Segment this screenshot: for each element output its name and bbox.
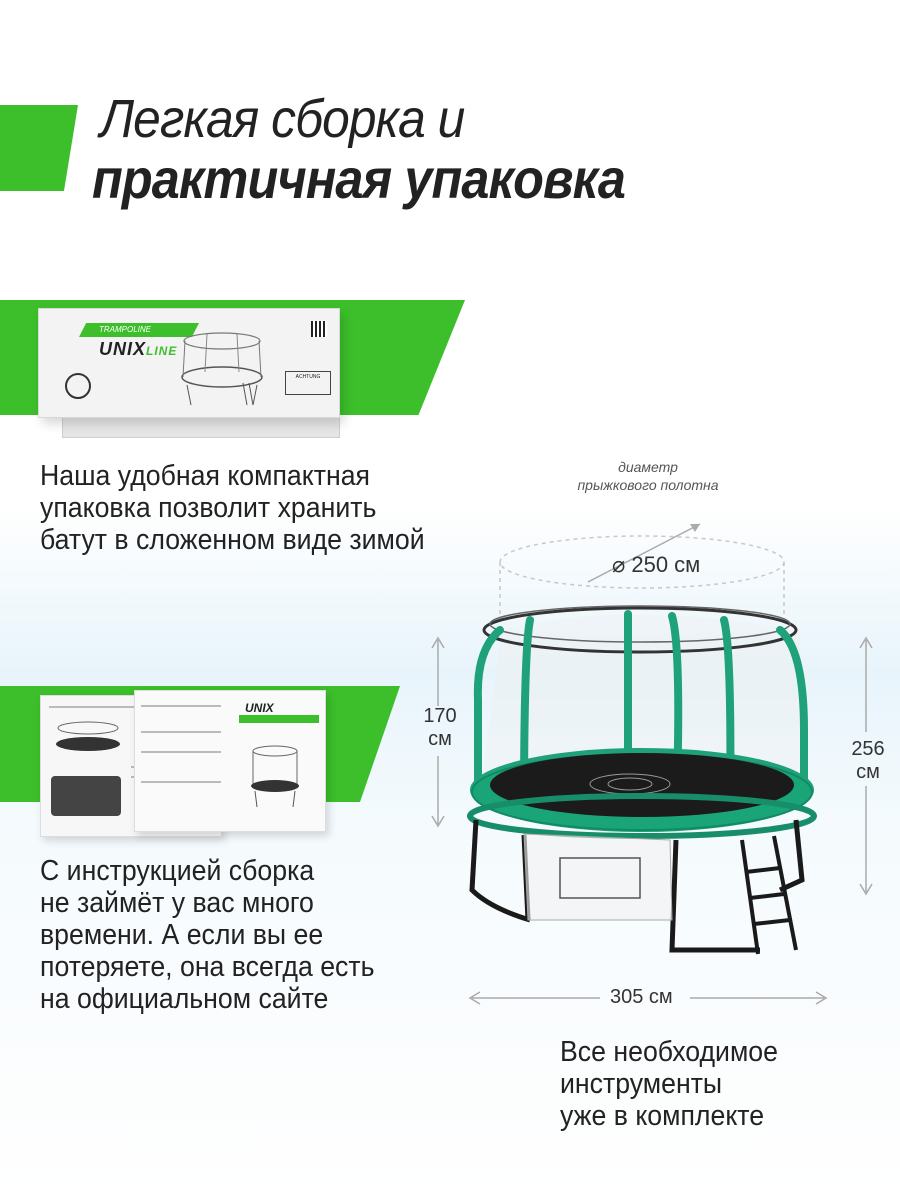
packaging-text-line: Наша удобная компактная (40, 460, 370, 492)
instructions-text-line: не займёт у вас много (40, 887, 314, 919)
instructions-text-line: потеряете, она всегда есть (40, 951, 375, 983)
ladder (742, 836, 796, 954)
manual-photo (51, 776, 121, 816)
diameter-caption-line: диаметр (618, 459, 678, 475)
manual-text-line (141, 705, 221, 707)
product-box-image (38, 308, 344, 428)
page-title-line2: практичная упаковка (92, 147, 625, 210)
instructions-text-line: С инструкцией сборка (40, 855, 315, 887)
box-brand-logo (99, 339, 177, 360)
tools-text (560, 1036, 778, 1132)
page-title-line1: Легкая сборка и (100, 89, 465, 149)
diameter-caption-line: прыжкового полотна (577, 477, 719, 493)
total-height-value: 256 (851, 738, 885, 760)
instructions-text-line: времени. А если вы ее (40, 919, 324, 951)
net-height-label (410, 705, 470, 751)
manual-page-right (134, 690, 326, 832)
box-brand-name: UNIX (99, 339, 147, 359)
title-accent-bar (0, 105, 78, 191)
manual-text-line (141, 731, 221, 733)
total-height-unit: см (856, 761, 880, 783)
tools-text-line: уже в комплекте (560, 1100, 765, 1132)
width-label: 305 см (610, 986, 673, 1008)
manual-text-line (141, 781, 221, 783)
tools-text-line: Все необходимое (560, 1036, 778, 1068)
packaging-text-line: упаковка позволит хранить (40, 492, 377, 524)
net-height-value: 170 (423, 705, 457, 727)
box-brand-suffix: LINE (146, 344, 178, 358)
instructions-text-line: на официальном сайте (40, 983, 329, 1015)
box-stamp-icon (65, 373, 91, 399)
manual-green-band (239, 715, 319, 723)
qr-code-icon (311, 321, 327, 337)
manual-text-line (141, 751, 221, 753)
box-front (38, 308, 340, 418)
diameter-value: ⌀ 250 см (612, 552, 701, 577)
packaging-text-line: батут в сложенном виде зимой (40, 524, 425, 556)
total-height-label (838, 738, 898, 784)
diameter-caption (538, 458, 758, 494)
instructions-text (40, 855, 375, 1015)
box-product-label: TRAMPOLINE (99, 325, 152, 334)
tools-text-line: инструменты (560, 1068, 723, 1100)
manual-trampoline-sketch (53, 716, 123, 756)
manual-brand-logo: UNIX (245, 701, 274, 715)
box-side (62, 416, 340, 438)
box-trampoline-sketch (177, 327, 267, 409)
net-height-unit: см (428, 728, 452, 750)
box-caution-label: ACHTUNG (285, 371, 331, 395)
packaging-text (40, 460, 425, 556)
manual-trampoline-icon (245, 741, 305, 811)
